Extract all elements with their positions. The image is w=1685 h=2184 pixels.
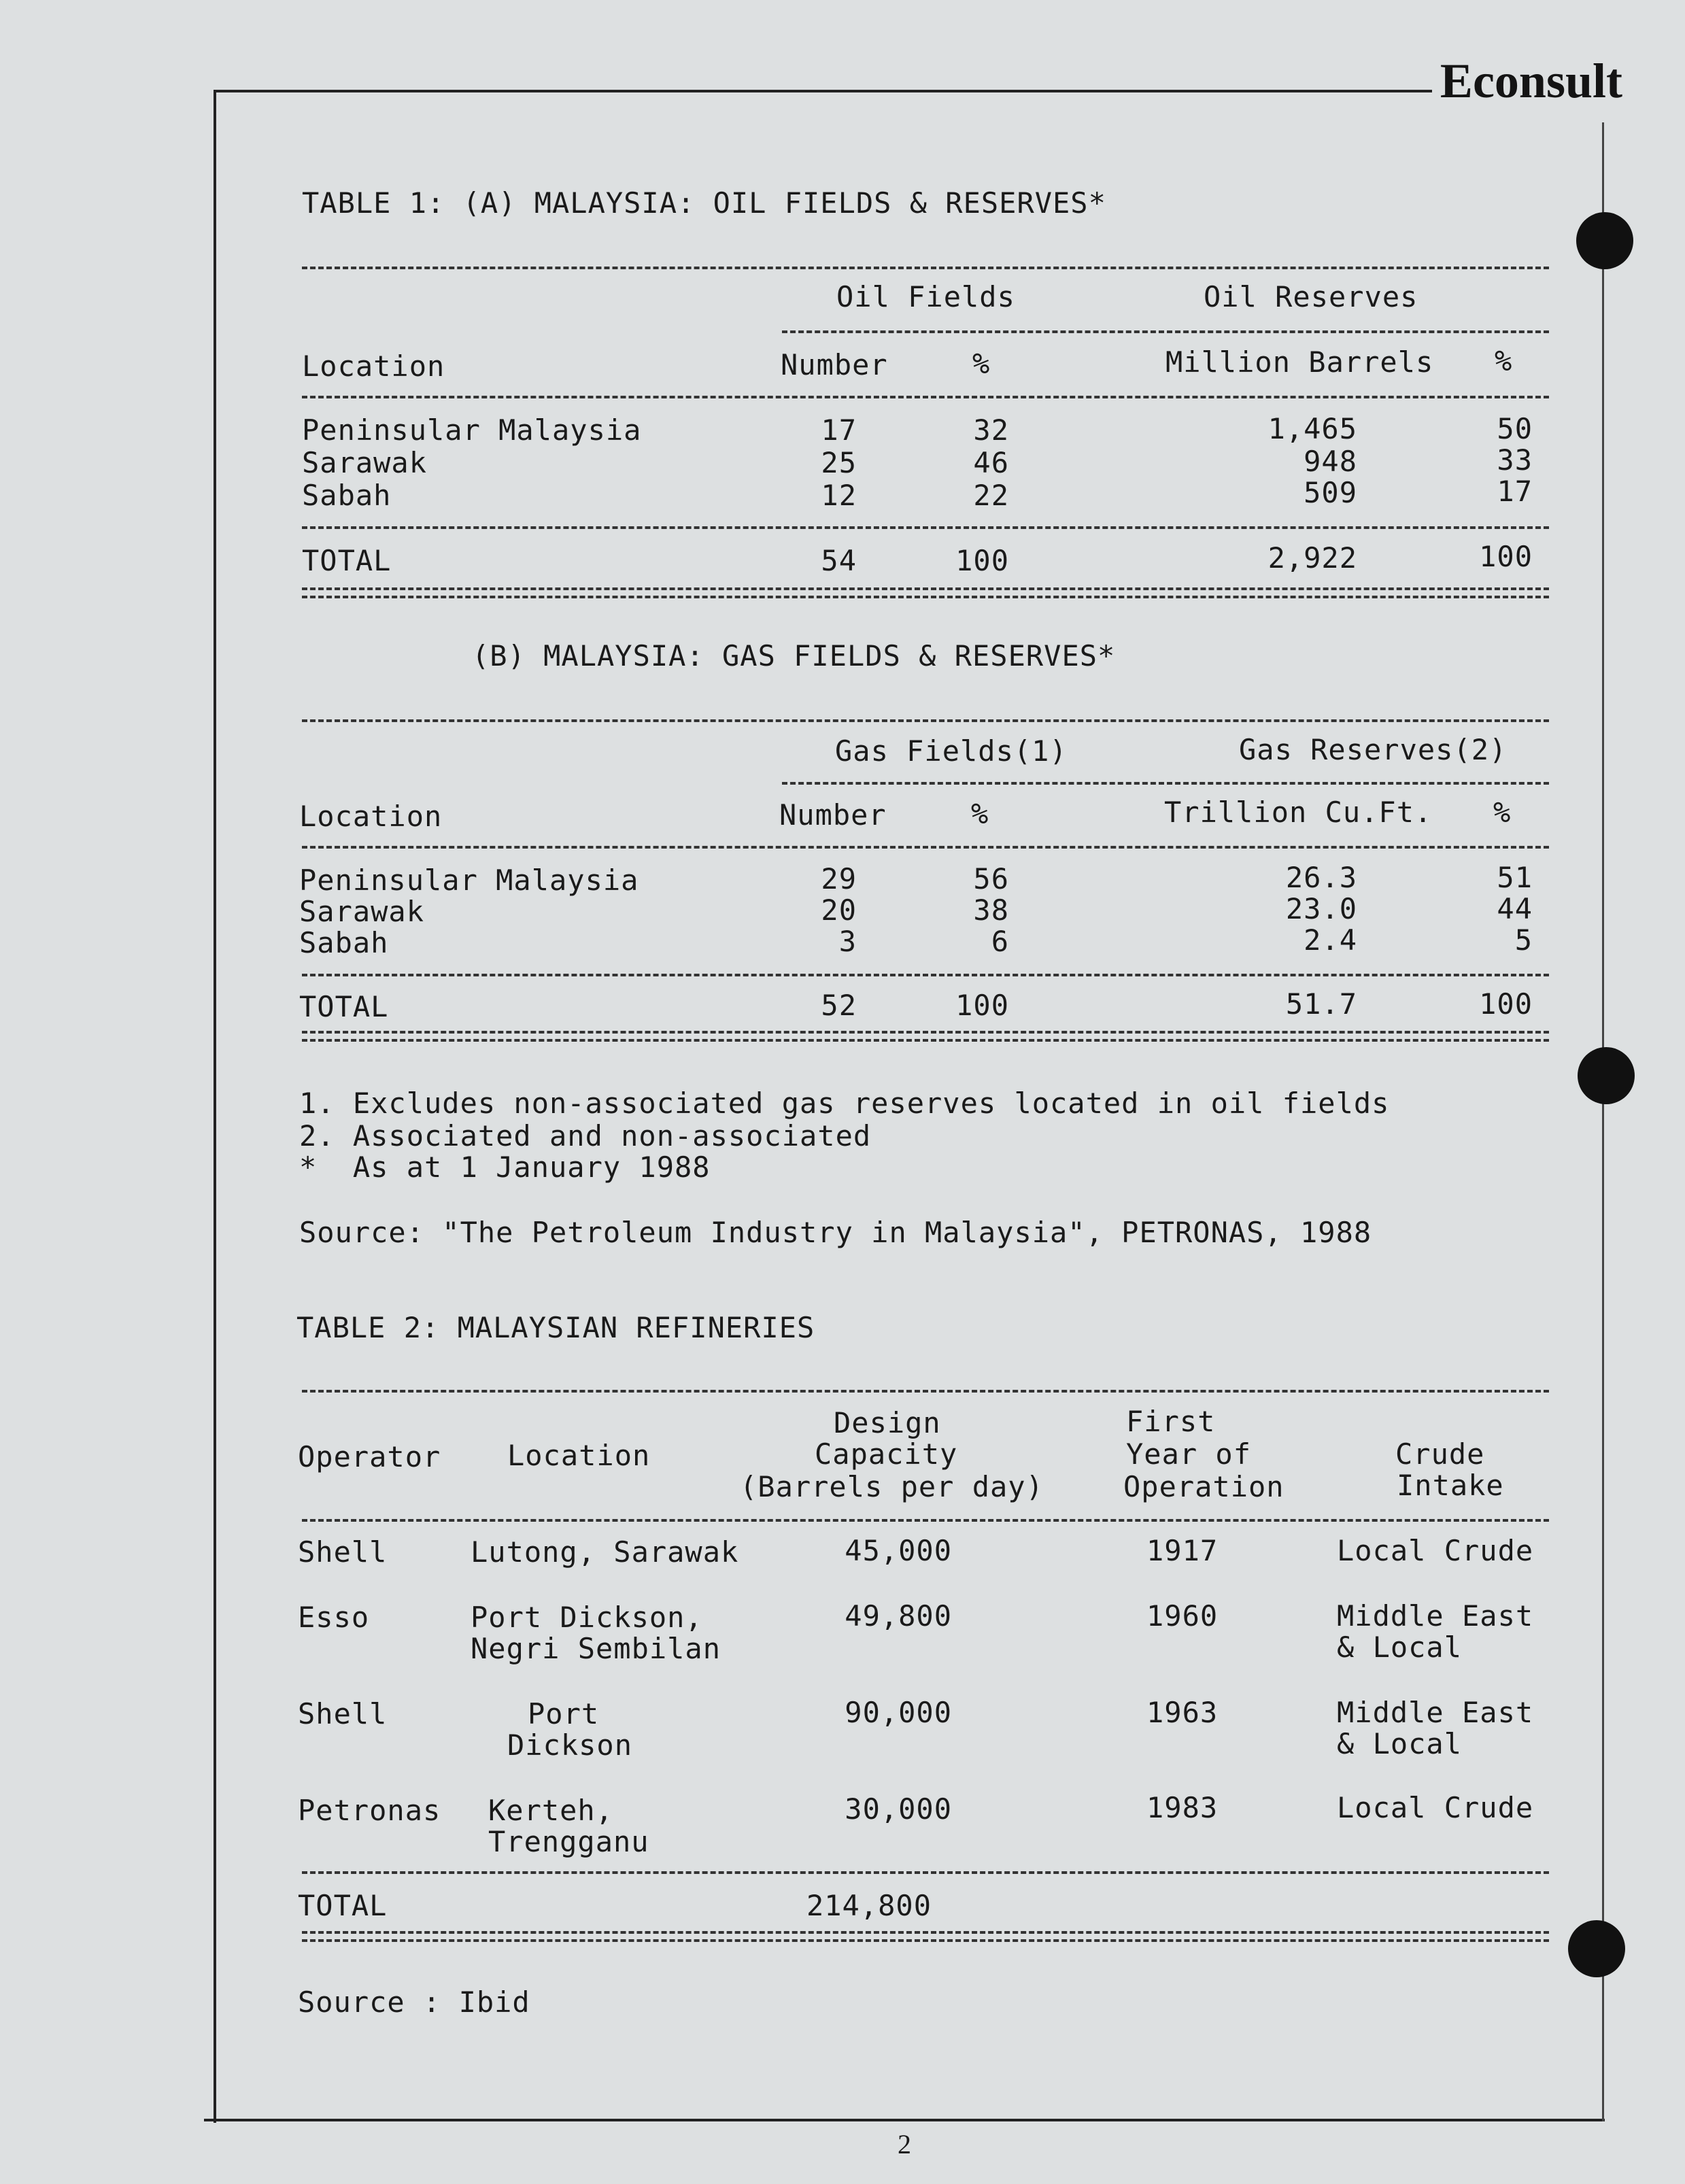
binder-hole-top bbox=[1576, 212, 1633, 269]
table1b-group-fields: Gas Fields(1) bbox=[835, 734, 1068, 768]
table1b-col-pct: % bbox=[971, 797, 989, 830]
row-location: Dickson bbox=[507, 1728, 633, 1762]
row-pct2: 51 bbox=[1497, 861, 1533, 894]
row-crude: & Local bbox=[1337, 1727, 1463, 1760]
row-reserves: 509 bbox=[1304, 476, 1357, 509]
row-pct: 6 bbox=[991, 925, 1009, 958]
row-crude: Middle East bbox=[1337, 1599, 1534, 1633]
table2-col-capacity-2: Capacity bbox=[815, 1437, 958, 1471]
table1b-group-reserves: Gas Reserves(2) bbox=[1239, 733, 1508, 766]
rule bbox=[302, 1871, 1549, 1874]
total-pct: 100 bbox=[955, 989, 1009, 1022]
table2-col-location: Location bbox=[507, 1439, 651, 1472]
row-location: Trengganu bbox=[488, 1825, 649, 1858]
double-rule bbox=[302, 1031, 1549, 1042]
rule bbox=[302, 526, 1549, 529]
source-note: Source: "The Petroleum Industry in Malaysia", PETRONAS, 1988 bbox=[299, 1216, 1372, 1249]
row-year: 1963 bbox=[1146, 1696, 1219, 1729]
row-crude: Local Crude bbox=[1337, 1534, 1534, 1567]
frame-left-rule bbox=[214, 90, 216, 2123]
table2-col-year-2: Year of bbox=[1126, 1437, 1252, 1471]
row-location: Sarawak bbox=[299, 895, 425, 928]
table2-col-capacity-3: (Barrels per day) bbox=[740, 1470, 1044, 1503]
table2-col-crude-2: Intake bbox=[1397, 1469, 1504, 1502]
row-location: Sabah bbox=[302, 479, 392, 512]
row-year: 1917 bbox=[1146, 1534, 1219, 1567]
row-pct2: 50 bbox=[1497, 412, 1533, 445]
row-reserves: 26.3 bbox=[1285, 861, 1357, 894]
table1b-col-reserves: Trillion Cu.Ft. bbox=[1164, 796, 1433, 829]
rule bbox=[302, 1519, 1549, 1522]
row-pct2: 17 bbox=[1497, 475, 1533, 508]
rule bbox=[782, 782, 1549, 785]
frame-bottom-rule bbox=[204, 2119, 1605, 2121]
footnote: 2. Associated and non-associated bbox=[299, 1119, 872, 1153]
total-label: TOTAL bbox=[302, 544, 392, 577]
total-number: 54 bbox=[821, 544, 857, 577]
row-location: Sarawak bbox=[302, 446, 428, 479]
table1-col-pct: % bbox=[972, 347, 991, 380]
table1b-title: (B) MALAYSIA: GAS FIELDS & RESERVES* bbox=[472, 639, 1116, 672]
total-reserves: 2,922 bbox=[1267, 541, 1357, 575]
table1b-col-number: Number bbox=[779, 798, 887, 832]
frame-right-rule bbox=[1602, 122, 1604, 2121]
row-capacity: 90,000 bbox=[845, 1696, 952, 1729]
table2-title: TABLE 2: MALAYSIAN REFINERIES bbox=[296, 1311, 815, 1344]
row-operator: Esso bbox=[298, 1601, 370, 1634]
total-number: 52 bbox=[821, 989, 857, 1022]
table1b-col-pct2: % bbox=[1493, 796, 1512, 829]
row-crude: Local Crude bbox=[1337, 1791, 1534, 1824]
table2-col-capacity-1: Design bbox=[834, 1406, 941, 1439]
double-rule bbox=[302, 1931, 1549, 1942]
table2-col-year-1: First bbox=[1126, 1405, 1216, 1438]
row-number: 3 bbox=[838, 925, 857, 958]
row-operator: Shell bbox=[298, 1697, 388, 1730]
table2-col-crude-1: Crude bbox=[1395, 1437, 1485, 1471]
rule bbox=[782, 330, 1549, 333]
row-location: Peninsular Malaysia bbox=[299, 864, 639, 897]
footnote: * As at 1 January 1988 bbox=[299, 1150, 711, 1184]
total-capacity: 214,800 bbox=[806, 1889, 932, 1922]
rule bbox=[302, 846, 1549, 849]
row-pct: 22 bbox=[973, 479, 1009, 512]
row-number: 12 bbox=[821, 479, 857, 512]
row-location: Kerteh, bbox=[488, 1794, 614, 1827]
row-number: 29 bbox=[821, 862, 857, 895]
table1-group-reserves: Oil Reserves bbox=[1204, 280, 1418, 313]
binder-hole-bottom bbox=[1568, 1920, 1625, 1977]
row-location: Negri Sembilan bbox=[471, 1632, 721, 1665]
total-pct2: 100 bbox=[1479, 540, 1533, 573]
page-number: 2 bbox=[898, 2129, 911, 2160]
row-reserves: 1,465 bbox=[1267, 412, 1357, 445]
row-year: 1983 bbox=[1146, 1791, 1219, 1824]
row-crude: & Local bbox=[1337, 1631, 1463, 1664]
frame-top-rule bbox=[215, 90, 1432, 92]
footnote: 1. Excludes non-associated gas reserves located in oil fields bbox=[299, 1087, 1390, 1120]
total-pct2: 100 bbox=[1479, 987, 1533, 1021]
double-rule bbox=[302, 587, 1549, 598]
row-capacity: 49,800 bbox=[845, 1599, 952, 1633]
row-location: Port bbox=[528, 1697, 600, 1730]
row-year: 1960 bbox=[1146, 1599, 1219, 1633]
source-note: Source : Ibid bbox=[298, 1985, 530, 2019]
table2-col-operator: Operator bbox=[298, 1440, 441, 1473]
row-location: Lutong, Sarawak bbox=[471, 1535, 739, 1569]
brand-logo: Econsult bbox=[1440, 54, 1622, 108]
row-crude: Middle East bbox=[1337, 1696, 1534, 1729]
rule bbox=[302, 396, 1549, 398]
row-pct2: 44 bbox=[1497, 892, 1533, 925]
row-pct2: 5 bbox=[1514, 923, 1533, 957]
row-location: Port Dickson, bbox=[471, 1601, 703, 1634]
row-reserves: 2.4 bbox=[1304, 923, 1357, 957]
row-capacity: 45,000 bbox=[845, 1534, 952, 1567]
row-number: 25 bbox=[821, 446, 857, 479]
table1-col-reserves: Million Barrels bbox=[1165, 345, 1434, 379]
rule bbox=[302, 974, 1549, 976]
table1-col-location: Location bbox=[302, 349, 445, 383]
rule bbox=[302, 267, 1549, 269]
row-pct2: 33 bbox=[1497, 443, 1533, 477]
row-location: Sabah bbox=[299, 926, 389, 959]
row-pct: 38 bbox=[973, 893, 1009, 927]
row-pct: 32 bbox=[973, 413, 1009, 447]
row-operator: Petronas bbox=[298, 1794, 441, 1827]
table1b-col-location: Location bbox=[299, 800, 443, 833]
row-pct: 46 bbox=[973, 446, 1009, 479]
total-reserves: 51.7 bbox=[1285, 987, 1357, 1021]
row-number: 17 bbox=[821, 413, 857, 447]
row-reserves: 23.0 bbox=[1285, 892, 1357, 925]
row-reserves: 948 bbox=[1304, 445, 1357, 478]
row-pct: 56 bbox=[973, 862, 1009, 895]
table2-col-year-3: Operation bbox=[1123, 1470, 1284, 1503]
rule bbox=[302, 1390, 1549, 1393]
total-label: TOTAL bbox=[299, 990, 389, 1023]
table1-title: TABLE 1: (A) MALAYSIA: OIL FIELDS & RESERVES* bbox=[302, 186, 1106, 220]
row-number: 20 bbox=[821, 893, 857, 927]
row-location: Peninsular Malaysia bbox=[302, 413, 642, 447]
table1-col-pct2: % bbox=[1495, 344, 1513, 377]
row-capacity: 30,000 bbox=[845, 1792, 952, 1826]
row-operator: Shell bbox=[298, 1535, 388, 1569]
rule bbox=[302, 719, 1549, 722]
total-pct: 100 bbox=[955, 544, 1009, 577]
binder-hole-middle bbox=[1578, 1047, 1635, 1104]
total-label: TOTAL bbox=[298, 1889, 388, 1922]
table1-col-number: Number bbox=[781, 348, 888, 381]
table1-group-fields: Oil Fields bbox=[836, 280, 1015, 313]
